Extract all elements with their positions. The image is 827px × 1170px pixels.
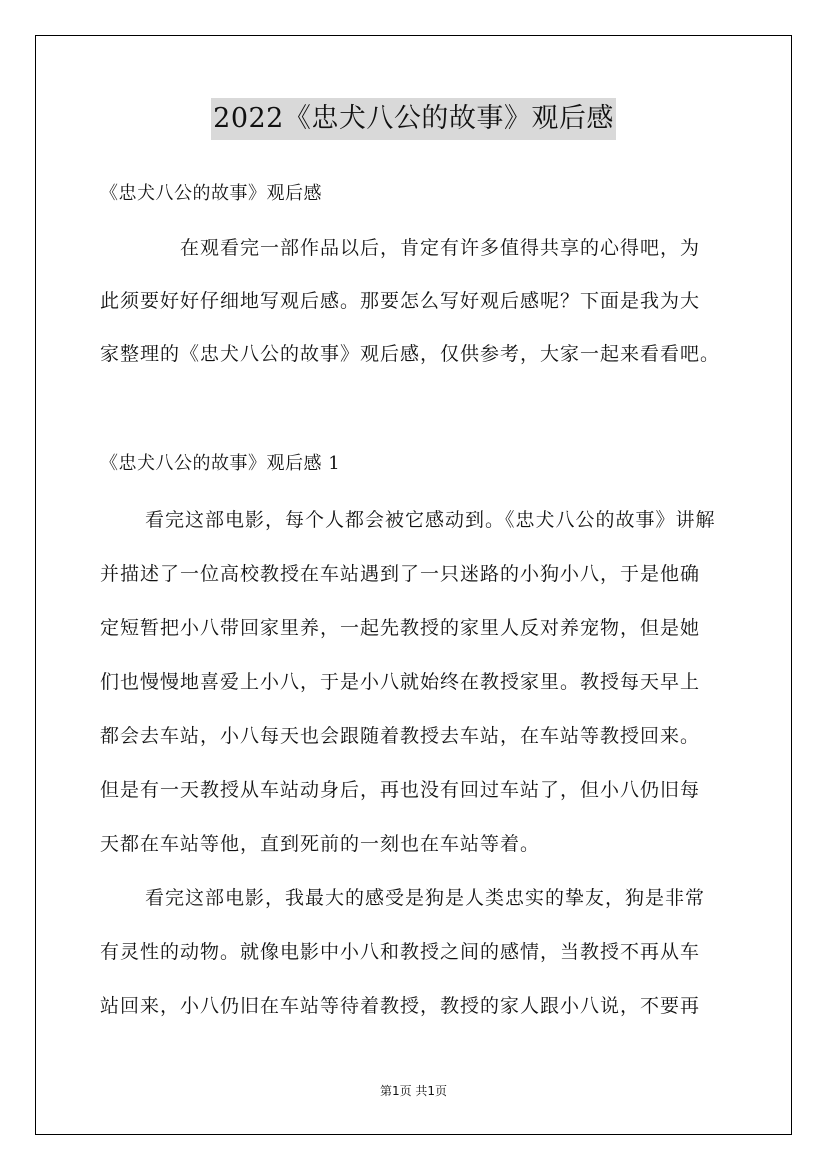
- paragraph-line: 们也慢慢地喜爱上小八，于是小八就始终在教授家里。教授每天早上: [100, 671, 701, 693]
- document-subtitle: 《忠犬八公的故事》观后感: [100, 183, 322, 204]
- title-container: [0, 98, 827, 140]
- intro-line: 在观看完一部作品以后，肯定有许多值得共享的心得吧，为: [180, 237, 701, 259]
- intro-line: 此须要好好仔细地写观后感。那要怎么写好观后感呢？下面是我为大: [100, 290, 701, 312]
- section-heading: 《忠犬八公的故事》观后感 1: [100, 453, 341, 474]
- paragraph-line: 有灵性的动物。就像电影中小八和教授之间的感情，当教授不再从车: [100, 941, 701, 963]
- paragraph-line: 看完这部电影，我最大的感受是狗是人类忠实的挚友，狗是非常: [145, 887, 706, 909]
- paragraph-line: 定短暂把小八带回家里养，一起先教授的家里人反对养宠物，但是她: [100, 617, 701, 639]
- intro-line: 家整理的《忠犬八公的故事》观后感，仅供参考，大家一起来看看吧。: [100, 343, 721, 365]
- paragraph-line: 但是有一天教授从车站动身后，再也没有回过车站了，但小八仍旧每: [100, 779, 701, 801]
- document-title: 2022《忠犬八公的故事》观后感: [211, 98, 616, 140]
- paragraph-line: 站回来，小八仍旧在车站等待着教授，教授的家人跟小八说，不要再: [100, 995, 701, 1017]
- paragraph-line: 看完这部电影，每个人都会被它感动到。《忠犬八公的故事》讲解: [145, 509, 716, 531]
- page-number: 第1页 共1页: [379, 1084, 448, 1098]
- paragraph-line: 并描述了一位高校教授在车站遇到了一只迷路的小狗小八，于是他确: [100, 563, 701, 585]
- paragraph-line: 天都在车站等他，直到死前的一刻也在车站等着。: [100, 833, 541, 855]
- paragraph-line: 都会去车站，小八每天也会跟随着教授去车站，在车站等教授回来。: [100, 725, 701, 747]
